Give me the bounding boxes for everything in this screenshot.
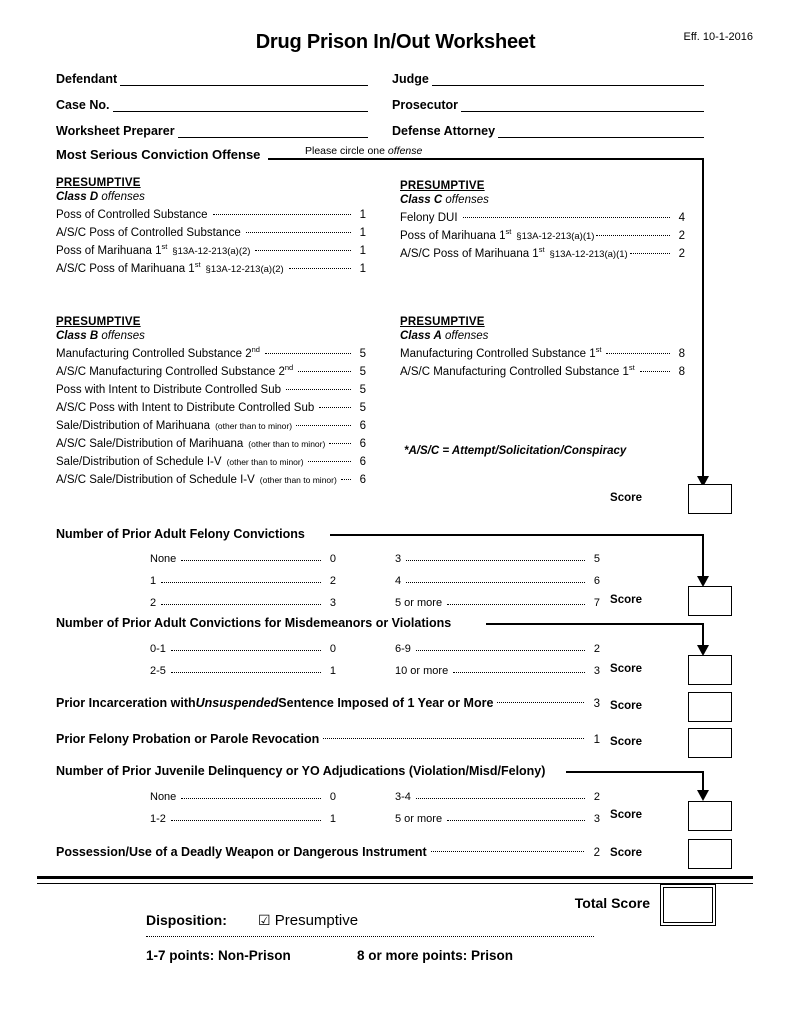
option-row[interactable] (150, 570, 336, 592)
group-class-rest: offenses (98, 330, 145, 342)
offense-ordinal-sup: st (505, 227, 512, 237)
leader-dots (463, 212, 673, 221)
criterion-connector-horizontal-3 (566, 771, 704, 773)
disposition-value-label: Presumptive (274, 912, 359, 929)
offense-text: Felony DUI (400, 212, 458, 224)
offense-value: 5 (359, 348, 366, 360)
footer-rule-thick (37, 876, 753, 879)
group-class-label (400, 330, 685, 342)
criterion-prior-incarceration[interactable] (56, 696, 600, 710)
offense-ordinal-sup: st (595, 345, 602, 355)
offense-row[interactable] (56, 420, 366, 432)
offense-row[interactable] (400, 212, 685, 224)
option-row[interactable] (150, 592, 336, 614)
offense-text (400, 245, 550, 260)
group-class-bold: Class B (56, 330, 99, 342)
leader-dots (161, 599, 324, 608)
offense-ordinal-sup: st (161, 242, 168, 252)
offense-citation: §13A-12-213(a)(2) (205, 264, 284, 275)
offense-value: 2 (678, 230, 685, 242)
case-no-input[interactable] (113, 100, 369, 112)
leader-dots (161, 577, 324, 586)
worksheet-preparer-field[interactable] (56, 124, 368, 138)
offense-value: 8 (678, 366, 685, 378)
criterion-connector-horizontal-1 (330, 534, 704, 536)
option-value: 7 (593, 597, 600, 609)
leader-dots (406, 555, 588, 564)
group-class-label (56, 330, 366, 342)
option-label: 0-1 (150, 643, 166, 655)
option-row[interactable] (395, 786, 600, 808)
score-box-deadly-weapon[interactable] (688, 839, 732, 869)
criterion-value: 3 (593, 698, 600, 710)
option-label: 1-2 (150, 813, 166, 825)
offense-value: 6 (359, 474, 366, 486)
disposition-presumptive-option[interactable] (258, 912, 358, 929)
leader-dots (416, 793, 588, 802)
score-box-offense[interactable] (688, 484, 732, 514)
criterion-title-juvenile: Number of Prior Juvenile Delinquency or YO Adjudications (Violation/Misd/Felony) (56, 764, 546, 778)
offense-text (400, 363, 640, 378)
offense-text-main: A/S/C Poss of Marihuana 1 (400, 248, 539, 260)
total-score-box[interactable] (660, 884, 716, 926)
criterion-text-pre: Prior Felony Probation or Parole Revocation (56, 732, 320, 746)
offense-row[interactable] (56, 456, 366, 468)
footer-dotted-rule (146, 936, 594, 937)
option-label: 2-5 (150, 665, 166, 677)
worksheet-preparer-label: Worksheet Preparer (56, 124, 175, 138)
option-value: 3 (329, 597, 336, 609)
offense-text: Sale/Distribution of Schedule I-V (56, 456, 222, 468)
criterion-options-right-3 (395, 786, 600, 830)
leader-dots (181, 793, 324, 802)
option-value: 5 (593, 553, 600, 565)
offense-qualifier: (other than to minor) (259, 475, 337, 485)
offense-text-main: Manufacturing Controlled Substance 1 (400, 348, 596, 360)
group-class-label (56, 191, 366, 203)
offense-text-main: Poss of Marihuana 1 (400, 230, 506, 242)
option-label: None (150, 791, 177, 803)
circle-one-note-italic: offense (387, 145, 423, 157)
criterion-text-post: Sentence Imposed of 1 Year or More (278, 696, 494, 710)
offense-text: A/S/C Sale/Distribution of Schedule I-V (56, 474, 255, 486)
leader-dots (640, 366, 673, 375)
prosecutor-field[interactable] (392, 98, 704, 112)
defense-attorney-field[interactable] (392, 124, 704, 138)
option-label: 5 or more (395, 597, 443, 609)
offense-row[interactable] (56, 438, 366, 450)
offense-connector-horizontal (268, 158, 704, 160)
group-class-rest: offenses (442, 194, 489, 206)
offense-qualifier: (other than to minor) (226, 457, 304, 467)
option-value: 6 (593, 575, 600, 587)
defendant-label: Defendant (56, 72, 118, 86)
offense-text-main: A/S/C Manufacturing Controlled Substance 2 (56, 366, 285, 378)
offense-citation: §13A-12-213(a)(1) (549, 249, 628, 260)
score-box-juvenile[interactable] (688, 801, 732, 831)
defense-attorney-input[interactable] (498, 126, 704, 138)
total-score-inner-border (663, 887, 713, 923)
leader-dots (171, 815, 324, 824)
criterion-options-left-1 (150, 548, 336, 614)
criterion-connector-horizontal-2 (486, 623, 704, 625)
offense-value: 8 (678, 348, 685, 360)
option-row[interactable] (150, 638, 336, 660)
leader-dots (596, 230, 673, 239)
offense-group-class-d (56, 177, 366, 275)
criterion-text-emphasis: Unsuspended (195, 696, 279, 710)
group-head-presumptive: PRESUMPTIVE (400, 316, 485, 328)
leader-dots (453, 667, 588, 676)
option-label: 10 or more (395, 665, 449, 677)
option-row[interactable] (395, 592, 600, 614)
leader-dots (493, 697, 588, 707)
offense-value: 1 (359, 209, 366, 221)
criterion-title-prior-felony: Number of Prior Adult Felony Convictions (56, 527, 305, 541)
leader-dots (289, 263, 354, 272)
score-label-misdemeanors: Score (610, 663, 642, 675)
offense-text (56, 242, 172, 257)
leader-dots (447, 815, 588, 824)
leader-dots (447, 599, 588, 608)
option-row[interactable] (395, 548, 600, 570)
offense-row[interactable] (56, 227, 366, 239)
group-head-presumptive: PRESUMPTIVE (400, 180, 485, 192)
offense-text: Sale/Distribution of Marihuana (56, 420, 211, 432)
offense-citation: §13A-12-213(a)(2) (172, 246, 251, 257)
option-label: 3 (395, 553, 402, 565)
score-box-prior-incarceration[interactable] (688, 692, 732, 722)
offense-text-main: Poss of Marihuana 1 (56, 245, 162, 257)
criterion-value: 2 (593, 847, 600, 859)
leader-dots (181, 555, 324, 564)
offense-group-class-b (56, 316, 366, 486)
judge-field[interactable] (392, 72, 704, 86)
offense-row[interactable] (400, 363, 685, 378)
offense-row[interactable] (56, 209, 366, 221)
offense-value: 1 (359, 245, 366, 257)
option-row[interactable] (150, 786, 336, 808)
criterion-options-right-1 (395, 548, 600, 614)
offense-text-main: A/S/C Manufacturing Controlled Substance 1 (400, 366, 629, 378)
offense-value: 6 (359, 438, 366, 450)
option-value: 0 (329, 791, 336, 803)
option-label: 5 or more (395, 813, 443, 825)
leader-dots (255, 245, 354, 254)
offense-text-main: Manufacturing Controlled Substance 2 (56, 348, 252, 360)
offense-value: 1 (359, 263, 366, 275)
offense-connector-vertical (702, 158, 704, 480)
criterion-probation-revocation[interactable] (56, 732, 600, 746)
offense-value: 5 (359, 384, 366, 396)
option-label: 2 (150, 597, 157, 609)
option-row[interactable] (395, 638, 600, 660)
leader-dots (341, 474, 354, 483)
criterion-text-pre: Possession/Use of a Deadly Weapon or Dangerous Instrument (56, 845, 427, 859)
option-label: 3-4 (395, 791, 411, 803)
judge-input[interactable] (432, 74, 704, 86)
asc-footnote: *A/S/C = Attempt/Solicitation/Conspiracy (404, 445, 627, 457)
effective-date: Eff. 10-1-2016 (683, 31, 753, 43)
leader-dots (246, 227, 354, 236)
group-class-rest: offenses (98, 191, 145, 203)
offense-value: 6 (359, 420, 366, 432)
option-value: 2 (593, 791, 600, 803)
offense-text: A/S/C Sale/Distribution of Marihuana (56, 438, 244, 450)
option-row[interactable] (395, 660, 600, 682)
score-box-prior-felony[interactable] (688, 586, 732, 616)
offense-group-class-a (400, 316, 685, 378)
leader-dots (213, 209, 354, 218)
group-class-bold: Class C (400, 194, 443, 206)
option-row[interactable] (150, 660, 336, 682)
leader-dots (319, 733, 588, 743)
group-class-bold: Class D (56, 191, 99, 203)
offense-ordinal-sup: st (194, 260, 201, 270)
score-label-prior-felony: Score (610, 594, 642, 606)
leader-dots (427, 846, 588, 856)
offense-row[interactable] (56, 363, 366, 378)
offense-qualifier: (other than to minor) (248, 439, 326, 449)
leader-dots (606, 348, 673, 357)
circle-one-note-plain: Please circle one (305, 145, 388, 157)
group-class-label (400, 194, 685, 206)
offense-row[interactable] (56, 384, 366, 396)
option-row[interactable] (395, 570, 600, 592)
offense-text: Poss with Intent to Distribute Controlled Sub (56, 384, 282, 396)
offense-section-title: Most Serious Conviction Offense (56, 147, 261, 162)
criterion-connector-vertical-1 (702, 534, 704, 580)
criterion-title-misdemeanors: Number of Prior Adult Convictions for Misdemeanors or Violations (56, 616, 452, 630)
option-value: 0 (329, 643, 336, 655)
option-row[interactable] (395, 808, 600, 830)
offense-row[interactable] (56, 474, 366, 486)
prosecutor-label: Prosecutor (392, 98, 458, 112)
criterion-options-left-2 (150, 638, 336, 682)
points-high-text: 8 or more points: Prison (357, 948, 514, 963)
offense-row[interactable] (56, 242, 366, 257)
leader-dots (171, 645, 324, 654)
option-value: 1 (329, 665, 336, 677)
defendant-field[interactable] (56, 72, 368, 86)
score-box-misdemeanors[interactable] (688, 655, 732, 685)
offense-value: 5 (359, 366, 366, 378)
option-label: 4 (395, 575, 402, 587)
option-value: 1 (329, 813, 336, 825)
offense-row[interactable] (56, 260, 366, 275)
offense-row[interactable] (56, 345, 366, 360)
offense-text-main: A/S/C Poss of Marihuana 1 (56, 263, 195, 275)
leader-dots (329, 438, 354, 447)
option-label: 6-9 (395, 643, 411, 655)
group-head-presumptive: PRESUMPTIVE (56, 177, 141, 189)
score-box-probation-revocation[interactable] (688, 728, 732, 758)
offense-citation: §13A-12-213(a)(1) (516, 231, 595, 242)
offense-text (56, 260, 206, 275)
option-value: 0 (329, 553, 336, 565)
leader-dots (406, 577, 588, 586)
case-no-label: Case No. (56, 98, 110, 112)
leader-dots (630, 248, 673, 257)
score-label-offense: Score (610, 492, 642, 504)
offense-value: 2 (678, 248, 685, 260)
option-value: 3 (593, 665, 600, 677)
offense-group-class-c (400, 180, 685, 260)
offense-ordinal-sup: nd (284, 363, 294, 373)
case-no-field[interactable] (56, 98, 368, 112)
criterion-options-left-3 (150, 786, 336, 830)
criterion-connector-arrowhead-3 (697, 790, 709, 801)
leader-dots (296, 420, 354, 429)
offense-text (56, 345, 265, 360)
offense-row[interactable] (400, 345, 685, 360)
offense-ordinal-sup: st (628, 363, 635, 373)
offense-value: 5 (359, 402, 366, 414)
offense-row[interactable] (400, 245, 685, 260)
option-value: 2 (593, 643, 600, 655)
total-score-label: Total Score (574, 895, 650, 911)
leader-dots (416, 645, 588, 654)
leader-dots (286, 384, 354, 393)
defense-attorney-label: Defense Attorney (392, 124, 496, 138)
defendant-input[interactable] (120, 74, 368, 86)
criterion-text-pre: Prior Incarceration with (56, 696, 196, 710)
offense-text: Poss of Controlled Substance (56, 209, 208, 221)
option-row[interactable] (150, 548, 336, 570)
offense-value: 4 (678, 212, 685, 224)
offense-text: A/S/C Poss with Intent to Distribute Controlled Sub (56, 402, 315, 414)
leader-dots (265, 348, 354, 357)
group-class-bold: Class A (400, 330, 442, 342)
score-label-probation-revocation: Score (610, 736, 642, 748)
criterion-value: 1 (593, 734, 600, 746)
group-class-rest: offenses (441, 330, 489, 342)
worksheet-preparer-input[interactable] (178, 126, 368, 138)
offense-row[interactable] (56, 402, 366, 414)
criterion-options-right-2 (395, 638, 600, 682)
circle-one-note (305, 145, 422, 157)
group-head-presumptive: PRESUMPTIVE (56, 316, 141, 328)
points-low-text: 1-7 points: Non-Prison (146, 948, 291, 963)
footer-rule-thin (37, 883, 753, 884)
offense-text: A/S/C Poss of Controlled Substance (56, 227, 241, 239)
score-label-deadly-weapon: Score (610, 847, 642, 859)
option-label: 1 (150, 575, 157, 587)
score-label-prior-incarceration: Score (610, 700, 642, 712)
option-row[interactable] (150, 808, 336, 830)
offense-value: 6 (359, 456, 366, 468)
option-value: 2 (329, 575, 336, 587)
leader-dots (308, 456, 354, 465)
option-value: 3 (593, 813, 600, 825)
prosecutor-input[interactable] (461, 100, 704, 112)
offense-value: 1 (359, 227, 366, 239)
offense-qualifier: (other than to minor) (215, 421, 293, 431)
leader-dots (319, 402, 354, 411)
criterion-deadly-weapon[interactable] (56, 845, 600, 859)
offense-text (400, 227, 516, 242)
checkbox-checked-icon[interactable]: ☑ (258, 912, 271, 928)
leader-dots (298, 366, 354, 375)
offense-row[interactable] (400, 227, 685, 242)
option-label: None (150, 553, 177, 565)
disposition-label: Disposition: (146, 912, 227, 928)
offense-text (400, 345, 606, 360)
leader-dots (171, 667, 324, 676)
offense-ordinal-sup: nd (251, 345, 260, 355)
offense-text (56, 363, 298, 378)
offense-ordinal-sup: st (538, 245, 545, 255)
score-label-juvenile: Score (610, 809, 642, 821)
page-title: Drug Prison In/Out Worksheet (255, 31, 536, 53)
judge-label: Judge (392, 72, 429, 86)
